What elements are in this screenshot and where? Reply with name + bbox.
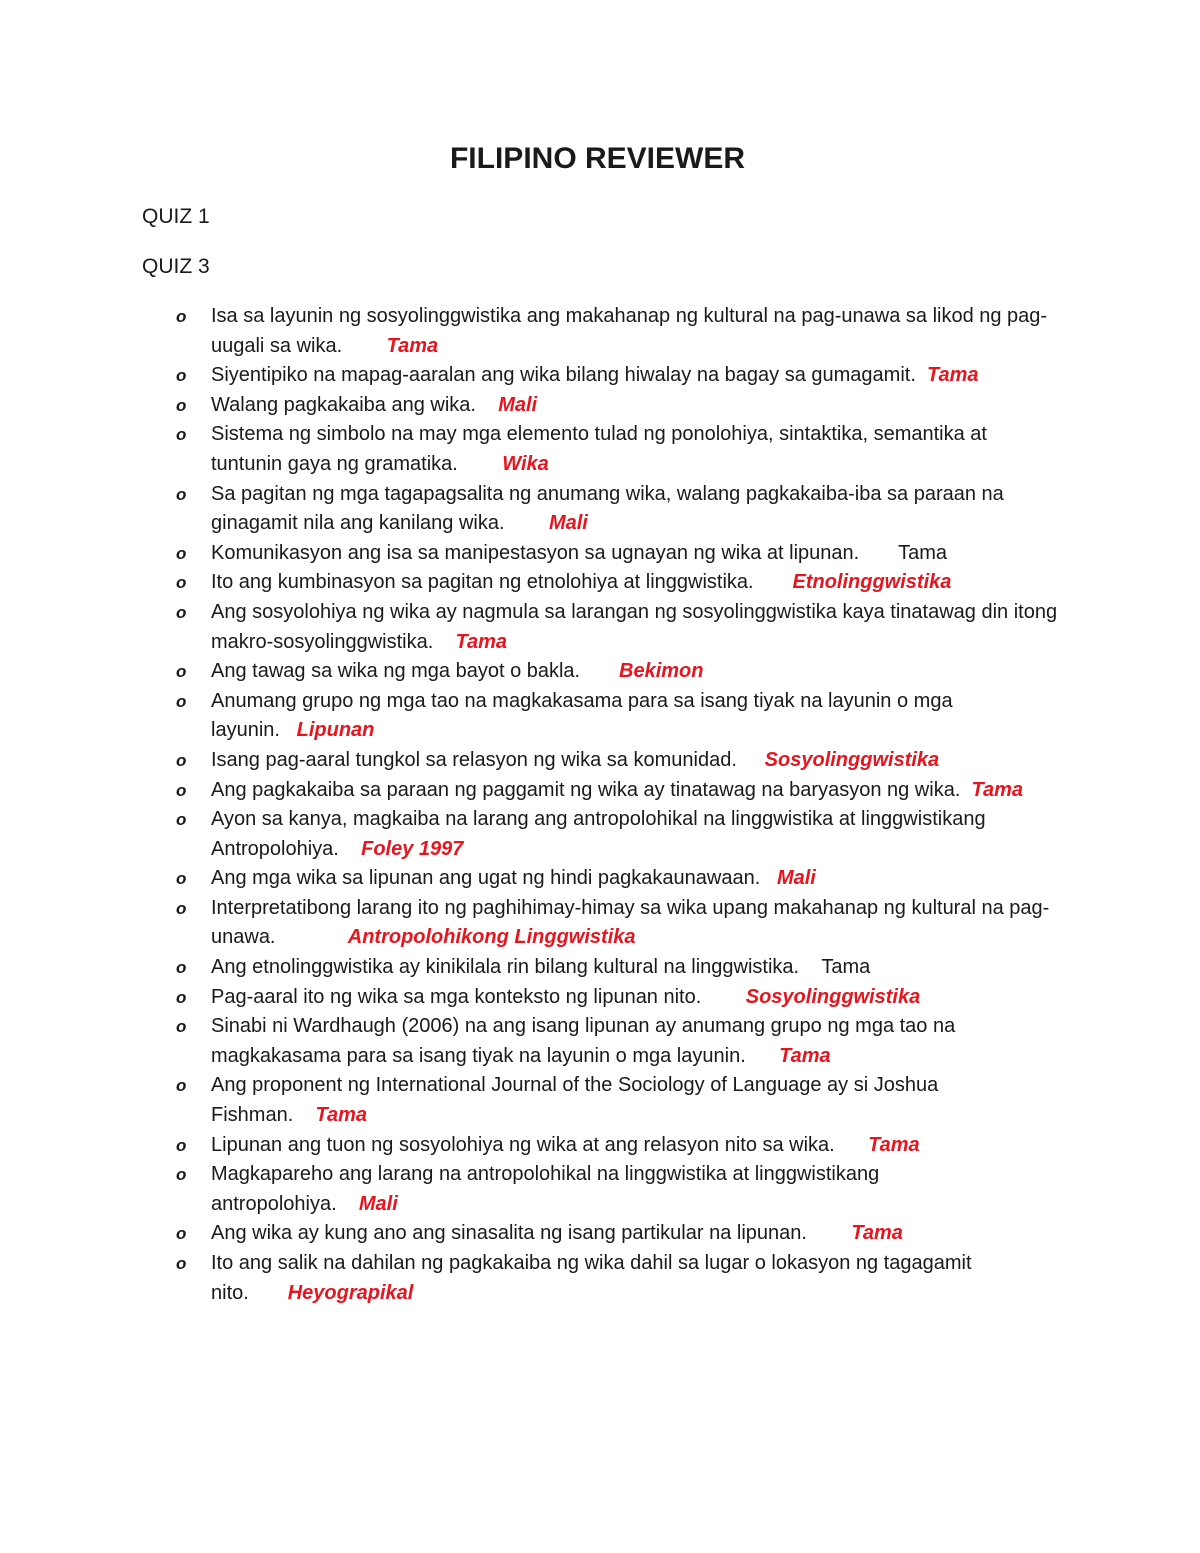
question-text: Siyentipiko na mapag-aaralan ang wika bilang hiwalay na bagay sa gumagamit. xyxy=(211,364,916,387)
question-text: Ang proponent ng International Journal of the Sociology of Language ay si Joshua Fishman. xyxy=(211,1074,939,1127)
question-list xyxy=(0,302,1200,1308)
bullet-icon: o xyxy=(176,780,187,800)
answer-text: Etnolinggwistika xyxy=(792,571,952,594)
list-item xyxy=(0,687,1200,746)
bullet-icon: o xyxy=(176,543,187,563)
question-text: Sinabi ni Wardhaugh (2006) na ang isang lipunan ay anumang grupo ng mga tao na magkakasama para sa isang tiyak na layunin o mga layunin. xyxy=(211,1015,956,1067)
document-title: FILIPINO REVIEWER xyxy=(449,142,746,175)
answer-text: Tama xyxy=(851,1222,903,1245)
question-text: Ayon sa kanya, magkaiba na larang ang antropolohikal na linggwistika at linggwistikang Antropolohiya. xyxy=(211,808,986,860)
question-text: Anumang grupo ng mga tao na magkakasama para sa isang tiyak na layunin o mga layunin. xyxy=(211,689,953,742)
bullet-icon: o xyxy=(176,1017,187,1037)
question-text: Sa pagitan ng mga tagapagsalita ng anumang wika, walang pagkakaiba-iba sa paraan na ginagamit nila ang kanilang wika. xyxy=(211,482,1004,535)
list-item xyxy=(0,1131,1200,1161)
list-item xyxy=(0,1249,1200,1308)
answer-text: Mali xyxy=(498,393,538,416)
list-item xyxy=(0,1219,1200,1249)
question-text: Walang pagkakaiba ang wika. xyxy=(211,393,476,416)
list-item xyxy=(0,953,1200,983)
answer-text: Tama xyxy=(779,1044,831,1067)
answer-text: Antropolohikong Linggwistika xyxy=(347,926,636,949)
question-text: Ito ang kumbinasyon sa pagitan ng etnolohiya at linggwistika. xyxy=(211,571,754,594)
question-text: Magkapareho ang larang na antropolohikal na linggwistika at linggwistikang antropolohiya. xyxy=(211,1163,880,1215)
bullet-icon: o xyxy=(176,366,187,386)
answer-text: Tama xyxy=(868,1133,920,1156)
list-item xyxy=(0,746,1200,776)
question-text: Isa sa layunin ng sosyolinggwistika ang makahanap ng kultural na pag-unawa sa likod ng pag-uugali sa wika. xyxy=(211,305,1048,357)
bullet-icon: o xyxy=(176,1254,187,1273)
question-text: Komunikasyon ang isa sa manipestasyon sa ugnayan ng wika at lipunan. xyxy=(211,541,860,564)
answer-text: Tama xyxy=(971,778,1024,801)
list-item xyxy=(0,420,1200,479)
list-item xyxy=(0,864,1200,894)
bullet-icon: o xyxy=(176,602,187,622)
bullet-icon: o xyxy=(176,869,187,889)
question-text: Ang etnolinggwistika ay kinikilala rin bilang kultural na linggwistika. xyxy=(211,956,800,979)
bullet-icon: o xyxy=(176,484,187,504)
bullet-icon: o xyxy=(176,750,187,770)
question-text: Interpretatibong larang ito ng paghihimay-himay sa wika upang makahanap ng kultural na pag-unawa. xyxy=(211,896,1050,949)
answer-text: Bekimon xyxy=(619,660,704,683)
answer-text: Mali xyxy=(548,512,588,535)
list-item xyxy=(0,894,1200,953)
question-text: Isang pag-aaral tungkol sa relasyon ng wika sa komunidad. xyxy=(211,748,737,771)
answer-text: Tama xyxy=(386,334,439,357)
list-item xyxy=(0,361,1200,391)
bullet-icon: o xyxy=(176,573,187,593)
answer-text: Tama xyxy=(455,630,508,653)
answer-text: Tama xyxy=(821,956,871,979)
answer-text: Lipunan xyxy=(296,719,375,742)
question-text: Ang sosyolohiya ng wika ay nagmula sa larangan ng sosyolinggwistika kaya tinatawag din itong makro-sosyolinggwistika. xyxy=(211,600,1058,653)
quiz-heading-1: QUIZ 1 xyxy=(142,205,210,228)
bullet-icon: o xyxy=(176,425,187,445)
list-item xyxy=(0,983,1200,1013)
list-item xyxy=(0,805,1200,864)
list-item xyxy=(0,539,1200,569)
answer-text: Wika xyxy=(502,452,549,475)
bullet-icon: o xyxy=(176,307,187,326)
bullet-icon: o xyxy=(176,691,187,711)
bullet-icon: o xyxy=(176,1165,187,1185)
list-item xyxy=(0,391,1200,421)
question-text: Ang mga wika sa lipunan ang ugat ng hindi pagkakaunawaan. xyxy=(211,867,761,890)
answer-text: Tama xyxy=(927,364,979,387)
answer-text: Sosyolinggwistika xyxy=(745,985,921,1008)
bullet-icon: o xyxy=(176,1076,187,1096)
list-item xyxy=(0,657,1200,687)
quiz-heading-2: QUIZ 3 xyxy=(142,255,210,278)
question-text: Pag-aaral ito ng wika sa mga konteksto ng lipunan nito. xyxy=(211,985,702,1008)
bullet-icon: o xyxy=(176,987,187,1007)
bullet-icon: o xyxy=(176,898,187,918)
list-item xyxy=(0,1160,1200,1219)
list-item xyxy=(0,598,1200,657)
list-item xyxy=(0,1012,1200,1071)
question-text: Sistema ng simbolo na may mga elemento tulad ng ponolohiya, sintaktika, semantika at tuntunin gaya ng gramatika. xyxy=(211,423,987,475)
answer-text: Mali xyxy=(776,867,816,890)
answer-text: Mali xyxy=(358,1192,398,1215)
bullet-icon: o xyxy=(176,958,187,978)
bullet-icon: o xyxy=(176,810,187,830)
question-text: Ang tawag sa wika ng mga bayot o bakla. xyxy=(211,660,581,683)
answer-text: Sosyolinggwistika xyxy=(764,748,940,771)
question-text: Ito ang salik na dahilan ng pagkakaiba ng wika dahil sa lugar o lokasyon ng tagagamit nito. xyxy=(211,1252,972,1304)
question-text: Ang wika ay kung ano ang sinasalita ng isang partikular na lipunan. xyxy=(211,1222,807,1245)
question-text: Lipunan ang tuon ng sosyolohiya ng wika at ang relasyon nito sa wika. xyxy=(211,1133,835,1156)
list-item xyxy=(0,302,1200,361)
bullet-icon: o xyxy=(176,1224,187,1244)
bullet-icon: o xyxy=(176,395,187,415)
answer-text: Heyograpikal xyxy=(287,1281,414,1304)
answer-text: Tama xyxy=(898,541,947,564)
question-text: Ang pagkakaiba sa paraan ng paggamit ng wika ay tinatawag na baryasyon ng wika. xyxy=(211,778,961,801)
list-item xyxy=(0,568,1200,598)
bullet-icon: o xyxy=(176,662,187,682)
bullet-icon: o xyxy=(176,1135,187,1155)
list-item xyxy=(0,776,1200,806)
answer-text: Foley 1997 xyxy=(361,837,464,860)
list-item xyxy=(0,480,1200,539)
answer-text: Tama xyxy=(315,1104,367,1127)
list-item xyxy=(0,1071,1200,1130)
